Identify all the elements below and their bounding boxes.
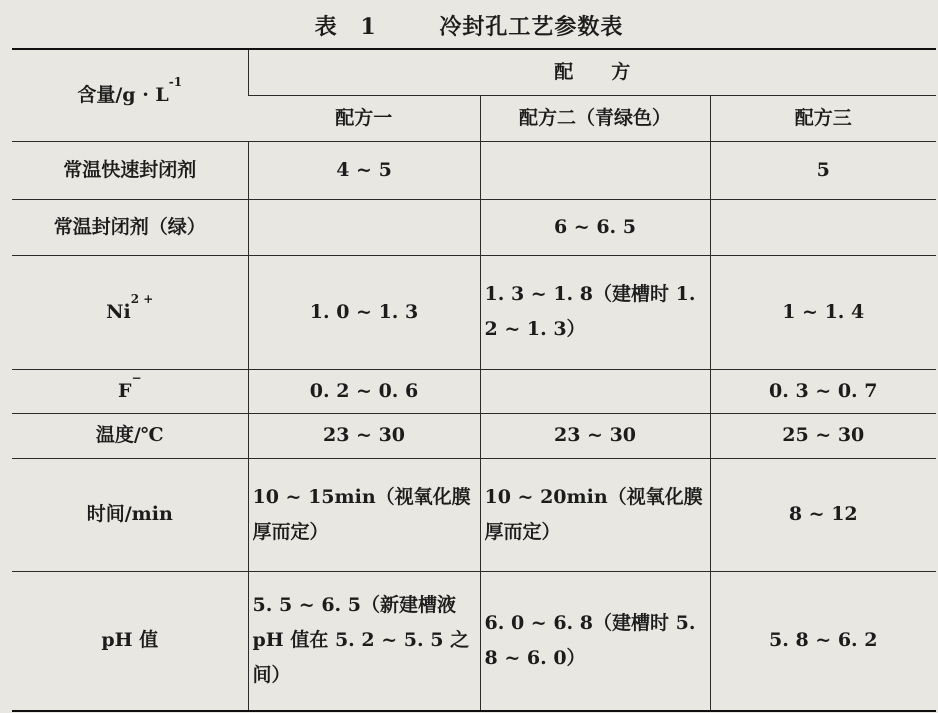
header-row: [12, 49, 936, 95]
cell-formula-2: 10 ~ 20min（视氧化膜厚而定）: [480, 458, 710, 571]
formula-group-header: 配 方: [248, 49, 936, 95]
table-row: [12, 199, 936, 255]
cell-formula-2: 1. 3 ~ 1. 8（建槽时 1. 2 ~ 1. 3）: [480, 255, 710, 369]
content-header-sup: -1: [168, 74, 183, 89]
cell-formula-3: 5. 8 ~ 6. 2: [710, 571, 936, 711]
cell-formula-2: 23 ~ 30: [480, 413, 710, 458]
table-row: [12, 413, 936, 458]
parameter-table: [12, 48, 936, 712]
cell-formula-2: [480, 369, 710, 413]
cell-formula-3: [710, 199, 936, 255]
cell-formula-1: 4 ~ 5: [248, 141, 480, 199]
cell-formula-3: 1 ~ 1. 4: [710, 255, 936, 369]
cell-formula-3: 5: [710, 141, 936, 199]
content-header-label: 含量/g · L: [77, 83, 169, 106]
row-label: [12, 369, 248, 413]
row-label: [12, 255, 248, 369]
cell-formula-3: 0. 3 ~ 0. 7: [710, 369, 936, 413]
cell-formula-2: [480, 141, 710, 199]
formula-3-header: 配方三: [710, 95, 936, 141]
row-label: 温度/℃: [12, 413, 248, 458]
cell-formula-2: 6. 0 ~ 6. 8（建槽时 5. 8 ~ 6. 0）: [480, 571, 710, 711]
formula-1-header: 配方一: [248, 95, 480, 141]
table-row: [12, 571, 936, 711]
table-row: [12, 141, 936, 199]
cell-formula-3: 8 ~ 12: [710, 458, 936, 571]
cell-formula-1: 10 ~ 15min（视氧化膜厚而定）: [248, 458, 480, 571]
cell-formula-1: [248, 199, 480, 255]
ion-charge: −: [131, 370, 142, 385]
row-label: 常温快速封闭剂: [12, 141, 248, 199]
table-title-text: 冷封孔工艺参数表: [439, 14, 624, 40]
cell-formula-3: 25 ~ 30: [710, 413, 936, 458]
ion-symbol: Ni: [106, 300, 131, 323]
cell-formula-1: 1. 0 ~ 1. 3: [248, 255, 480, 369]
ion-symbol: F: [117, 379, 132, 402]
cell-formula-1: 5. 5 ~ 6. 5（新建槽液 pH 值在 5. 2 ~ 5. 5 之间）: [248, 571, 480, 711]
table-row: [12, 458, 936, 571]
table-title: [0, 10, 938, 41]
formula-2-header: 配方二（青绿色）: [480, 95, 710, 141]
ion-charge: 2 +: [130, 291, 154, 306]
cell-formula-1: 0. 2 ~ 0. 6: [248, 369, 480, 413]
content-header-cell: [12, 49, 248, 141]
cell-formula-2-3: 6 ~ 6. 5: [480, 199, 710, 255]
table-row: [12, 255, 936, 369]
cell-formula-1: 23 ~ 30: [248, 413, 480, 458]
table-row: [12, 369, 936, 413]
table-number: 1: [360, 14, 377, 40]
table-label: 表: [314, 14, 338, 40]
row-label: pH 值: [12, 571, 248, 711]
row-label: 常温封闭剂（绿）: [12, 199, 248, 255]
row-label: 时间/min: [12, 458, 248, 571]
